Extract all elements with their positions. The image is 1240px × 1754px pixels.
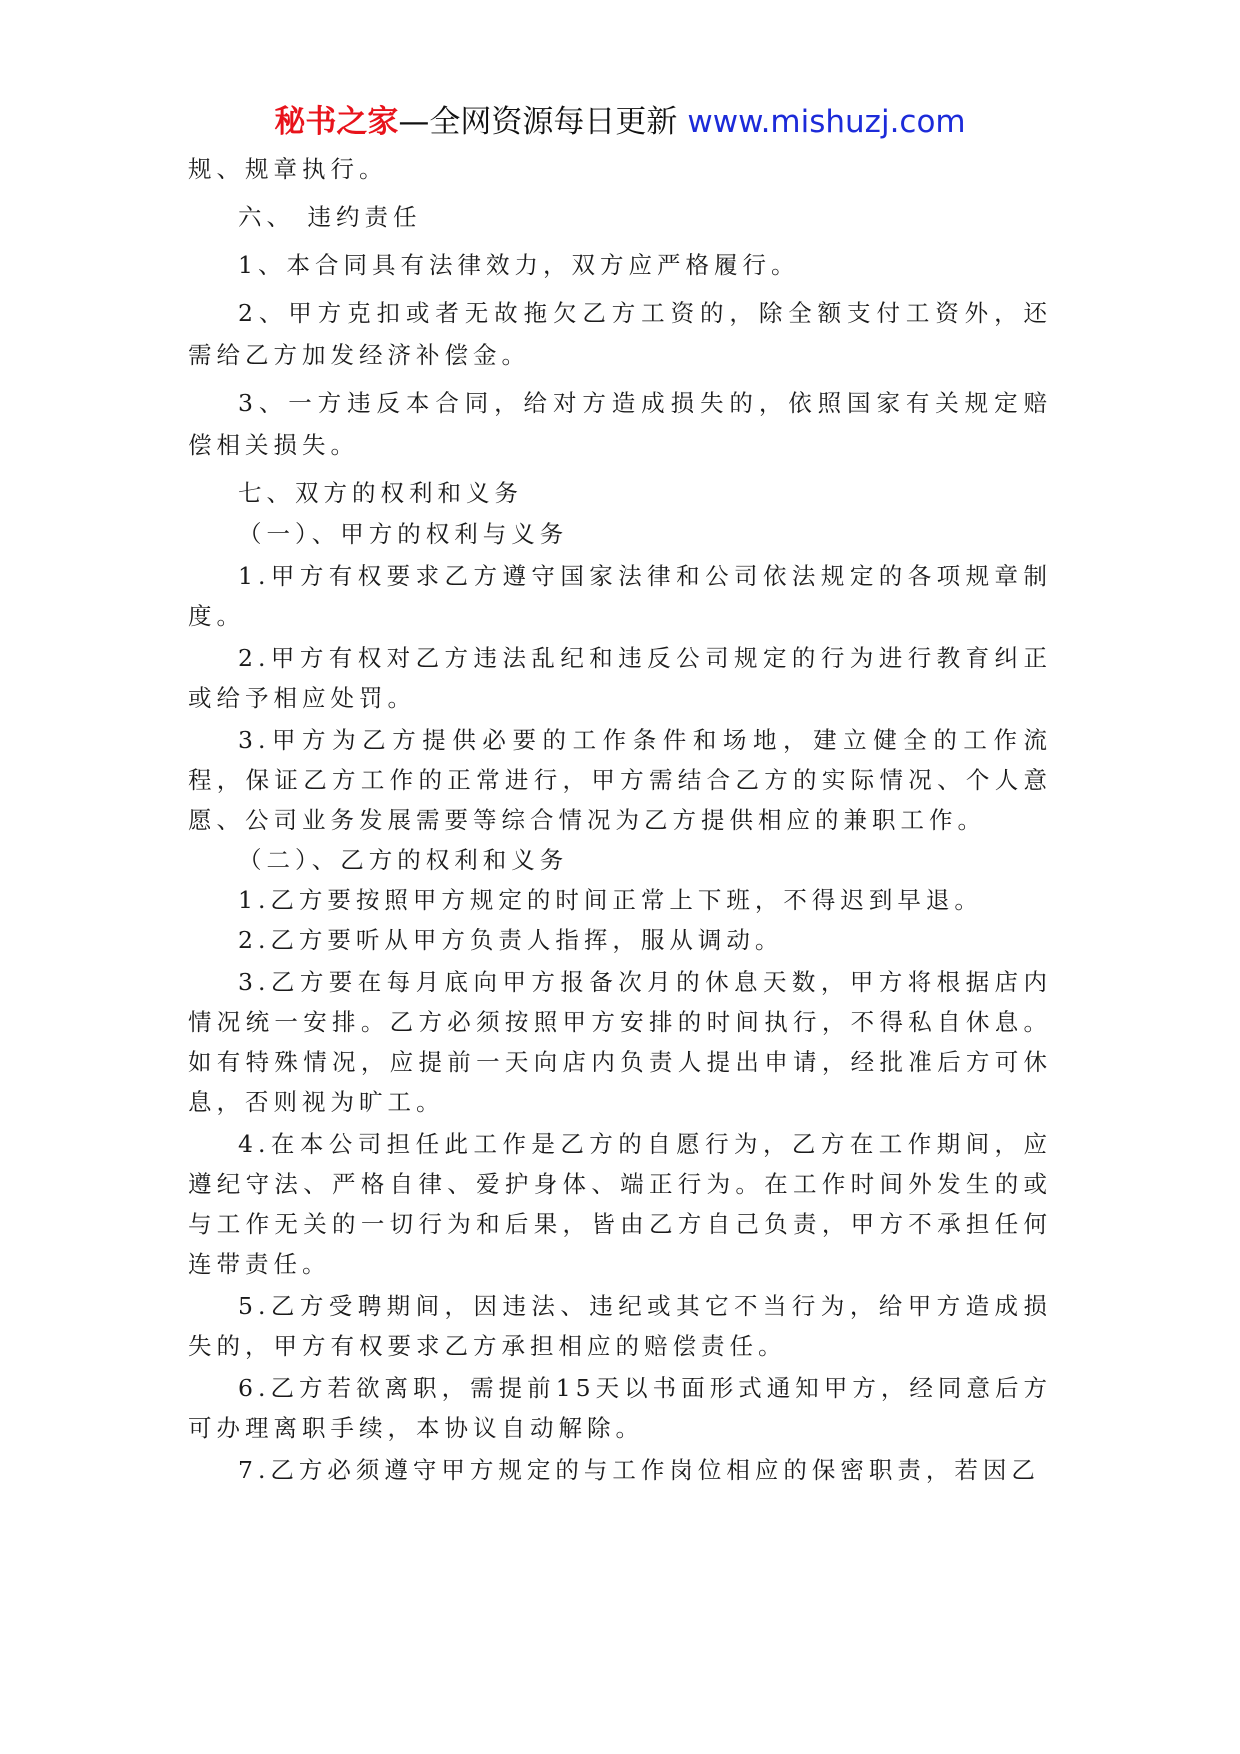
clause-paragraph: 7.乙方必须遵守甲方规定的与工作岗位相应的保密职责，若因乙: [238, 1456, 1040, 1484]
clause-paragraph: 2.甲方有权对乙方违法乱纪和违反公司规定的行为进行教育纠正或给予相应处罚。: [188, 644, 1052, 712]
clause-paragraph: 6.乙方若欲离职，需提前15天以书面形式通知甲方，经同意后方可办理离职手续，本协议自动解除。: [188, 1374, 1052, 1442]
clause-paragraph: 1.甲方有权要求乙方遵守国家法律和公司依法规定的各项规章制度。: [188, 562, 1052, 630]
clause-paragraph: 3、一方违反本合同，给对方造成损失的，依照国家有关规定赔偿相关损失。: [188, 389, 1052, 459]
brand-name: 秘书之家: [274, 104, 399, 140]
clause-paragraph: 4.在本公司担任此工作是乙方的自愿行为，乙方在工作期间，应遵纪守法、严格自律、爱护身体、端正行为。在工作时间外发生的或与工作无关的一切行为和后果，皆由乙方自己负责，甲方不承担任何连带责任。: [188, 1130, 1052, 1278]
clause-paragraph: 3.乙方要在每月底向甲方报备次月的休息天数，甲方将根据店内情况统一安排。乙方必须按照甲方安排的时间执行，不得私自休息。如有特殊情况，应提前一天向店内负责人提出申请，经批准后方可休息，否则视为旷工。: [188, 968, 1052, 1116]
subsection-heading-party-a: （一）、甲方的权利与义务: [238, 520, 569, 548]
section-heading-rights-obligations: 七、双方的权利和义务: [238, 479, 523, 507]
site-url-link[interactable]: www.mishuzj.com: [687, 104, 966, 140]
clause-paragraph: 5.乙方受聘期间，因违法、违纪或其它不当行为，给甲方造成损失的，甲方有权要求乙方承担相应的赔偿责任。: [188, 1292, 1052, 1360]
clause-paragraph: 1.乙方要按照甲方规定的时间正常上下班，不得迟到早退。: [238, 886, 983, 914]
paragraph-continuation: 规、规章执行。: [188, 155, 388, 183]
clause-paragraph: 1、本合同具有法律效力，双方应严格履行。: [238, 251, 800, 279]
banner-slogan: —全网资源每日更新: [398, 104, 678, 140]
clause-paragraph: 2、甲方克扣或者无故拖欠乙方工资的，除全额支付工资外，还需给乙方加发经济补偿金。: [188, 299, 1052, 369]
clause-paragraph: 2.乙方要听从甲方负责人指挥，服从调动。: [238, 926, 784, 954]
subsection-heading-party-b: （二）、乙方的权利和义务: [238, 846, 569, 874]
section-heading-breach-liability: 六、 违约责任: [238, 203, 422, 231]
clause-paragraph: 3.甲方为乙方提供必要的工作条件和场地，建立健全的工作流程，保证乙方工作的正常进行，甲方需结合乙方的实际情况、个人意愿、公司业务发展需要等综合情况为乙方提供相应的兼职工作。: [188, 726, 1052, 834]
document-body: [188, 148, 1052, 1490]
site-banner: [0, 100, 1240, 144]
